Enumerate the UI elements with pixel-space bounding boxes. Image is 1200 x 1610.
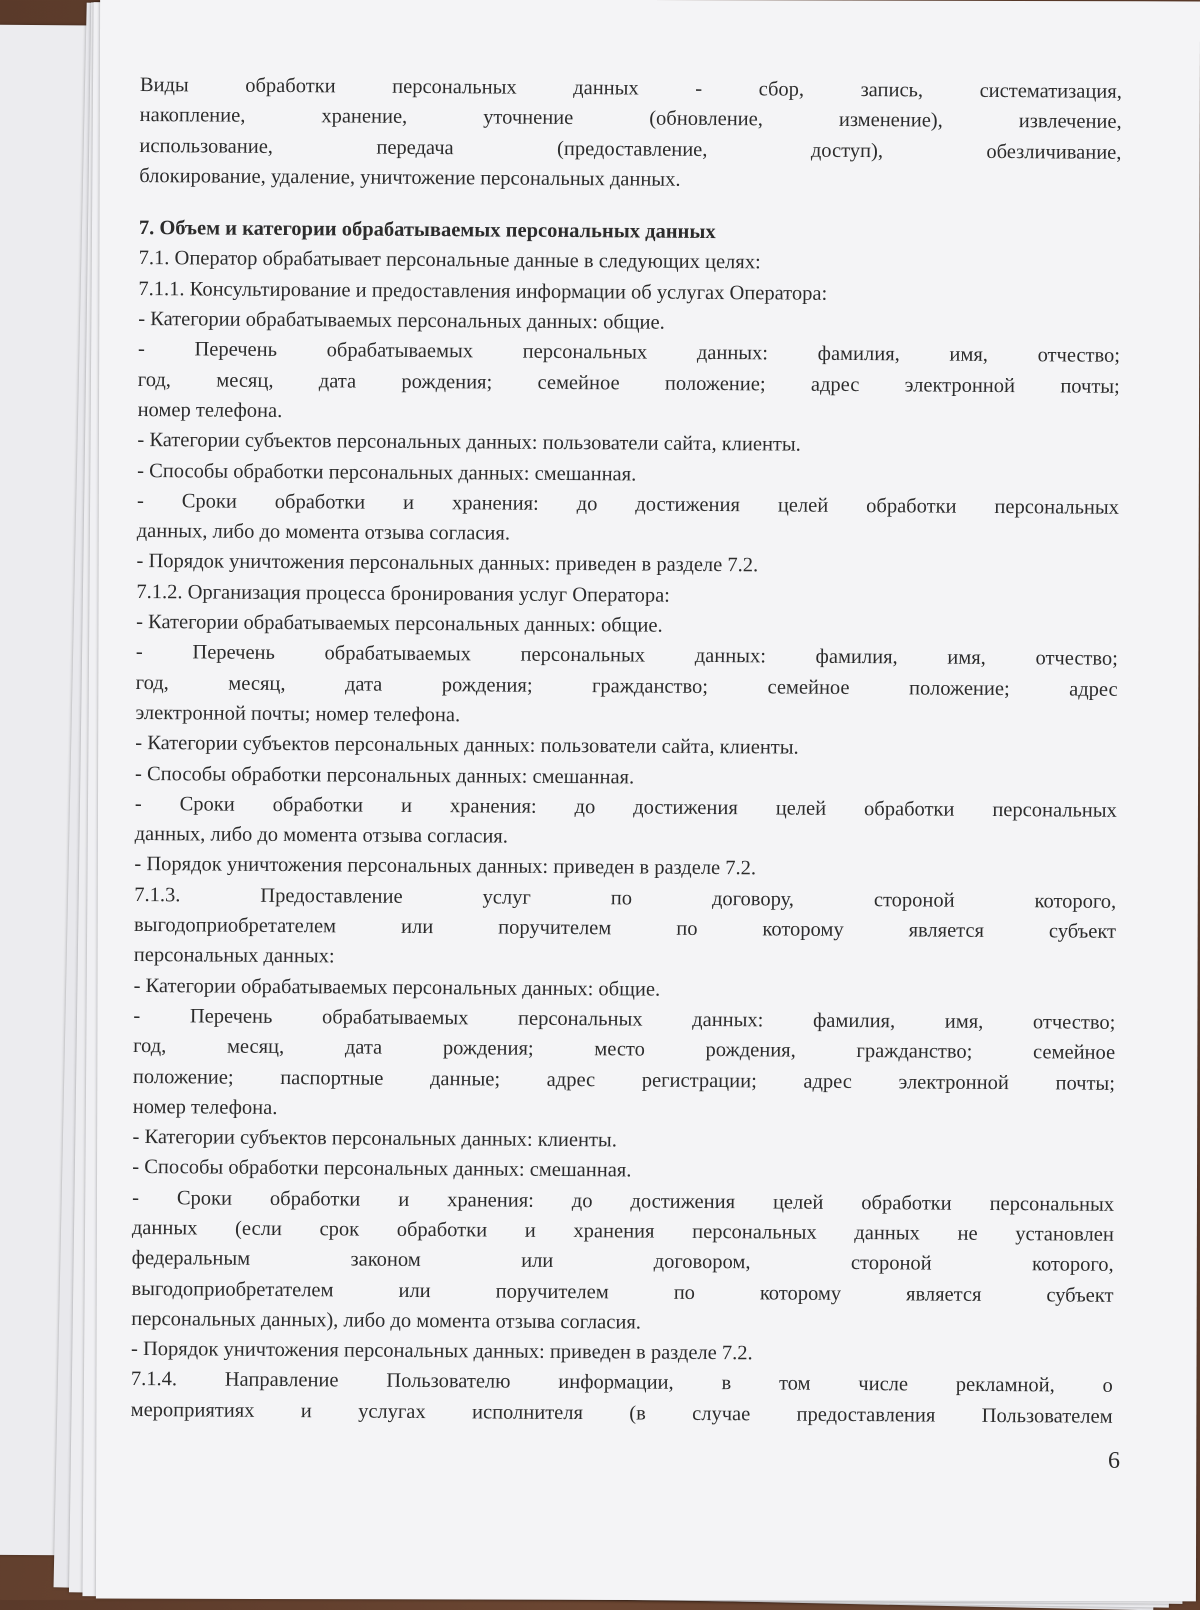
paragraph-line: - Сроки обработки и хранения: до достижения целей обработки персональных	[132, 1186, 1115, 1216]
paragraph-line: - Сроки обработки и хранения: до достижения целей обработки персональных	[136, 489, 1120, 519]
paragraph-line: номер телефона.	[137, 398, 283, 422]
paragraph-line: выгодоприобретателем или поручителем по которому является субъект	[131, 1277, 1114, 1307]
paragraph-line: федеральным законом или договором, стороной которого,	[131, 1247, 1114, 1277]
paragraph-line: - Категории обрабатываемых персональных данных: общие.	[133, 974, 661, 1001]
paragraph-line: - Перечень обрабатываемых персональных данных: фамилия, имя, отчество;	[135, 641, 1118, 671]
paragraph-line: - Перечень обрабатываемых персональных данных: фамилия, имя, отчество;	[133, 1004, 1116, 1034]
paragraph-line: год, месяц, дата рождения; гражданство; семейное положение; адрес	[135, 671, 1118, 701]
paragraph-line: данных, либо до момента отзыва согласия.	[136, 520, 511, 545]
paragraph-line: - Категории обрабатываемых персональных данных: общие.	[138, 308, 665, 334]
document-text	[131, 70, 1122, 1432]
paragraph-line: - Перечень обрабатываемых персональных данных: фамилия, имя, отчество;	[137, 338, 1121, 368]
intro-line: Виды обработки персональных данных - сбор, запись, систематизация,	[139, 73, 1122, 103]
paragraph-line: - Порядок уничтожения персональных данных: приведен в разделе 7.2.	[130, 1338, 753, 1365]
paragraph-line: - Категории обрабатываемых персональных данных: общие.	[136, 611, 663, 637]
paragraph-line: 7.1.1. Консультирование и предоставления информации об услугах Оператора:	[138, 277, 828, 305]
paragraph-line: мероприятиях и услугах исполнителя (в случае предоставления Пользователем	[130, 1398, 1113, 1428]
paragraph-line: 7.1. Оператор обрабатывает персональные данные в следующих целях:	[138, 247, 761, 274]
paragraph-line: положение; паспортные данные; адрес регистрации; адрес электронной почты;	[132, 1065, 1116, 1095]
paragraph-line: год, месяц, дата рождения; семейное положение; адрес электронной почты;	[137, 368, 1120, 398]
paragraph-line: - Способы обработки персональных данных: смешанная.	[132, 1156, 632, 1182]
paragraph-line: - Категории субъектов персональных данных: клиенты.	[132, 1126, 617, 1152]
paragraph-line: данных (если срок обработки и хранения персональных данных не установлен	[131, 1216, 1114, 1246]
paragraph-line: - Способы обработки персональных данных: смешанная.	[137, 459, 637, 486]
paragraph-line: 7.1.4. Направление Пользователю информации, в том числе рекламной, о	[130, 1368, 1113, 1398]
paragraph-line: выгодоприобретателем или поручителем по которому является субъект	[133, 913, 1117, 943]
paragraph-line: персональных данных:	[133, 944, 335, 968]
intro-line: использование, передача (предоставление, доступ), обезличивание,	[139, 134, 1122, 164]
paragraph-line: электронной почты; номер телефона.	[135, 701, 461, 727]
paragraph-line: - Порядок уничтожения персональных данных: приведен в разделе 7.2.	[136, 550, 759, 577]
paragraph-line: - Сроки обработки и хранения: до достижения целей обработки персональных	[134, 792, 1117, 822]
paragraph-line: - Категории субъектов персональных данных: пользователи сайта, клиенты.	[137, 429, 801, 456]
paragraph-line: - Категории субъектов персональных данных: пользователи сайта, клиенты.	[135, 732, 799, 759]
section-title: 7. Объем и категории обрабатываемых персональных данных	[138, 217, 716, 244]
paragraph-line: персональных данных), либо до момента отзыва согласия.	[131, 1307, 642, 1334]
paragraph-line: 7.1.3. Предоставление услуг по договору, стороной которого,	[134, 883, 1117, 913]
paragraph-line: - Способы обработки персональных данных: смешанная.	[135, 762, 635, 788]
paragraph-line: номер телефона.	[132, 1095, 278, 1119]
paragraph-line: данных, либо до момента отзыва согласия.	[134, 823, 508, 848]
paragraph-line: 7.1.2. Организация процесса бронирования услуг Оператора:	[136, 580, 671, 607]
intro-line: блокирование, удаление, уничтожение персональных данных.	[139, 164, 681, 191]
paragraph-line: год, месяц, дата рождения; место рождения, гражданство; семейное	[133, 1035, 1116, 1065]
page-number: 6	[1108, 1448, 1120, 1474]
intro-line: накопление, хранение, уточнение (обновление, изменение), извлечение,	[139, 104, 1122, 134]
paragraph-line: - Порядок уничтожения персональных данных: приведен в разделе 7.2.	[134, 853, 757, 880]
